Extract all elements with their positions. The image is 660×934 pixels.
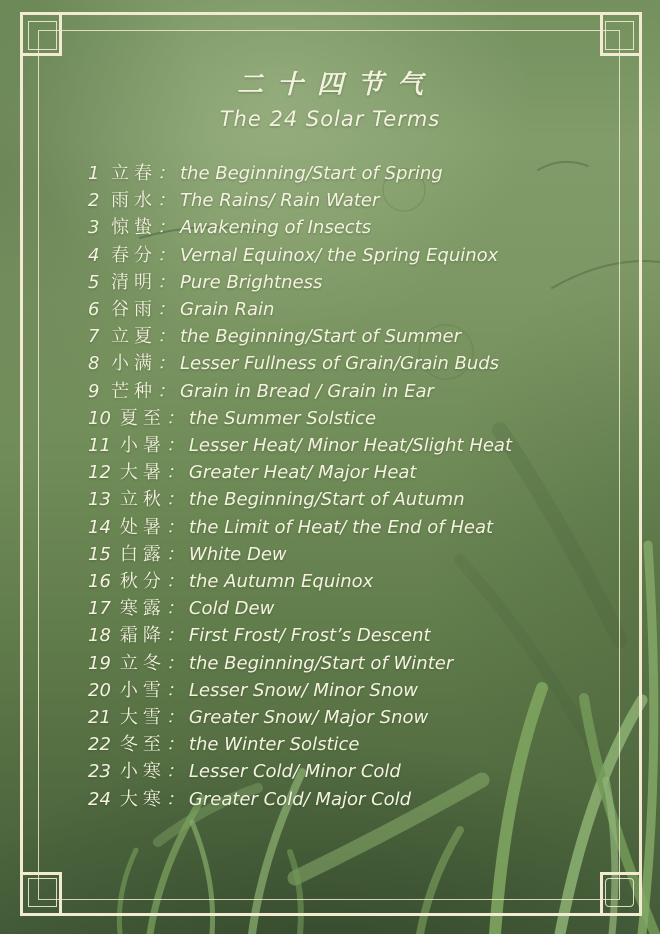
list-item [88, 595, 660, 622]
term-separator: ： [165, 707, 184, 729]
term-chinese: 立春 [111, 163, 157, 184]
corner-square-thick [20, 872, 62, 916]
term-chinese: 谷雨 [111, 299, 157, 321]
term-number: 16 [88, 571, 111, 593]
list-item [88, 323, 660, 350]
list-item [88, 486, 660, 513]
term-chinese: 立秋 [119, 489, 166, 511]
term-separator: ： [157, 244, 175, 266]
term-english: Grain in Bread / Grain in Ear [180, 380, 434, 402]
term-separator: ： [157, 271, 175, 293]
list-item [88, 677, 660, 704]
term-english: White Dew [188, 543, 287, 565]
term-number: 19 [88, 652, 111, 674]
term-separator: ： [157, 217, 175, 239]
term-chinese: 大寒 [119, 788, 166, 810]
term-number: 6 [88, 299, 100, 321]
term-number: 24 [88, 788, 111, 810]
term-number: 4 [88, 244, 100, 266]
term-number: 2 [88, 190, 100, 212]
list-item [88, 242, 660, 269]
term-number: 12 [88, 462, 111, 484]
term-chinese: 立冬 [119, 652, 166, 674]
term-english: the Beginning/Start of Winter [188, 652, 454, 674]
term-english: The Rains/ Rain Water [180, 190, 380, 212]
list-item [88, 650, 660, 677]
term-number: 22 [88, 734, 111, 756]
term-chinese: 立夏 [111, 326, 157, 348]
term-chinese: 霜降 [119, 625, 166, 647]
term-chinese: 小寒 [119, 761, 166, 783]
term-separator: ： [165, 435, 184, 457]
term-chinese: 春分 [111, 244, 157, 266]
term-english: Greater Snow/ Major Snow [188, 707, 429, 729]
list-item [88, 758, 660, 785]
term-english: the Autumn Equinox [188, 571, 374, 593]
term-number: 23 [88, 761, 111, 783]
term-english: Vernal Equinox/ the Spring Equinox [180, 244, 499, 266]
term-separator: ： [157, 190, 175, 212]
term-chinese: 白露 [119, 543, 166, 565]
list-item [88, 622, 660, 649]
term-english: Greater Heat/ Major Heat [188, 462, 417, 484]
term-english: the Summer Solstice [188, 407, 377, 429]
term-number: 10 [88, 407, 111, 429]
list-item [88, 350, 660, 377]
solar-terms-list [0, 160, 660, 813]
list-item [88, 731, 660, 758]
term-english: the Winter Solstice [188, 734, 360, 756]
term-separator: ： [165, 679, 184, 701]
term-english: Lesser Snow/ Minor Snow [188, 679, 418, 701]
term-english: First Frost/ Frost’s Descent [188, 625, 431, 647]
term-chinese: 小暑 [119, 435, 166, 457]
term-separator: ： [165, 462, 184, 484]
term-english: Lesser Heat/ Minor Heat/Slight Heat [188, 435, 513, 457]
term-separator: ： [165, 571, 184, 593]
term-separator: ： [157, 353, 175, 375]
term-chinese: 芒种 [111, 380, 157, 402]
list-item [88, 269, 660, 296]
term-english: the Limit of Heat/ the End of Heat [188, 516, 494, 538]
term-english: the Beginning/Start of Summer [180, 326, 461, 348]
term-english: Awakening of Insects [180, 217, 372, 239]
list-item [88, 459, 660, 486]
term-chinese: 清明 [111, 271, 157, 293]
term-english: Greater Cold/ Major Cold [188, 788, 412, 810]
term-number: 11 [88, 435, 111, 457]
term-number: 14 [88, 516, 111, 538]
term-english: Grain Rain [180, 299, 275, 321]
term-separator: ： [165, 734, 184, 756]
term-english: the Beginning/Start of Spring [180, 163, 443, 184]
term-chinese: 惊蛰 [111, 217, 157, 239]
list-item [88, 514, 660, 541]
term-chinese: 夏至 [119, 407, 166, 429]
frame-corner-ornament-bottom-right [600, 872, 642, 916]
list-item [88, 214, 660, 241]
page-title-chinese: 二十四节气 [236, 70, 437, 100]
term-chinese: 寒露 [119, 598, 166, 620]
term-separator: ： [165, 489, 184, 511]
term-separator: ： [157, 326, 175, 348]
term-chinese: 小雪 [119, 679, 166, 701]
term-number: 7 [88, 326, 100, 348]
corner-square-thin [605, 878, 634, 907]
corner-square-thin [28, 878, 57, 907]
term-chinese: 冬至 [119, 734, 166, 756]
list-item [88, 296, 660, 323]
corner-square-thick [600, 872, 642, 916]
list-item [88, 568, 660, 595]
list-item [88, 405, 660, 432]
term-english: the Beginning/Start of Autumn [188, 489, 465, 511]
term-separator: ： [165, 543, 184, 565]
term-number: 15 [88, 543, 111, 565]
term-chinese: 秋分 [119, 571, 166, 593]
list-item [88, 541, 660, 568]
list-item [88, 786, 660, 813]
term-number: 13 [88, 489, 111, 511]
term-separator: ： [165, 652, 184, 674]
list-item [88, 187, 660, 214]
term-number: 9 [88, 380, 100, 402]
term-separator: ： [157, 380, 175, 402]
term-number: 21 [88, 707, 111, 729]
poster-header [0, 0, 660, 134]
term-number: 20 [88, 679, 111, 701]
term-english: Lesser Cold/ Minor Cold [188, 761, 401, 783]
term-separator: ： [165, 788, 184, 810]
term-chinese: 大雪 [119, 707, 166, 729]
term-english: Pure Brightness [180, 271, 323, 293]
term-separator: ： [157, 299, 175, 321]
frame-corner-ornament-bottom-left [20, 872, 62, 916]
term-english: Cold Dew [188, 598, 275, 620]
list-item [88, 432, 660, 459]
term-number: 1 [88, 163, 100, 184]
term-separator: ： [165, 407, 184, 429]
term-number: 17 [88, 598, 111, 620]
term-separator: ： [165, 516, 184, 538]
term-number: 5 [88, 271, 100, 293]
term-separator: ： [165, 598, 184, 620]
list-item [88, 378, 660, 405]
term-separator: ： [165, 625, 184, 647]
list-item [88, 160, 660, 187]
term-chinese: 大暑 [119, 462, 166, 484]
page-title-english: The 24 Solar Terms [219, 107, 441, 131]
list-item [88, 704, 660, 731]
term-separator: ： [165, 761, 184, 783]
term-chinese: 处暑 [119, 516, 166, 538]
term-number: 8 [88, 353, 100, 375]
term-separator: ： [157, 163, 175, 184]
term-number: 18 [88, 625, 111, 647]
term-chinese: 小满 [111, 353, 157, 375]
term-number: 3 [88, 217, 100, 239]
term-chinese: 雨水 [111, 190, 157, 212]
term-english: Lesser Fullness of Grain/Grain Buds [180, 353, 500, 375]
